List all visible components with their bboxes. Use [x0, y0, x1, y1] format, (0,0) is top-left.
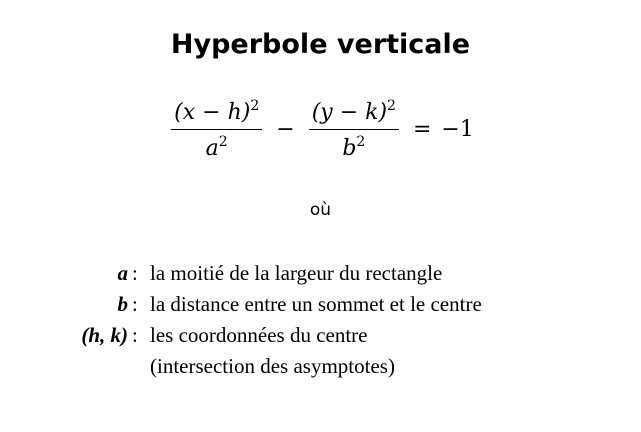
page-title: Hyperbole verticale	[170, 29, 471, 60]
definition-colon: :	[132, 323, 138, 347]
denominator-b	[342, 130, 365, 161]
numerator-x	[171, 98, 262, 130]
definitions-list	[0, 258, 641, 382]
denominator-a-text: a	[205, 136, 219, 161]
denominator-a	[206, 130, 228, 161]
denominator-b-exponent: 2	[356, 134, 366, 150]
hyperbola-equation	[0, 98, 641, 161]
numerator-y	[309, 98, 399, 130]
definition-colon: :	[132, 292, 138, 316]
definition-text: (intersection des asymptotes)	[150, 354, 395, 378]
minus-operator: −	[276, 117, 295, 142]
definition-row-hk	[0, 320, 641, 351]
numerator-x-exponent: 2	[250, 98, 260, 114]
definition-row-a	[0, 258, 641, 289]
connector-text: où	[309, 200, 332, 220]
numerator-x-text: (x − h)	[174, 100, 251, 125]
definition-symbol: b	[117, 292, 128, 316]
denominator-b-text: b	[342, 136, 357, 161]
definition-row-continuation	[0, 351, 641, 382]
definition-row-b	[0, 289, 641, 320]
denominator-a-exponent: 2	[218, 134, 228, 150]
definition-symbol: (h, k)	[81, 323, 128, 347]
definition-colon: :	[132, 261, 138, 285]
definition-text: la distance entre un sommet et le centre	[150, 292, 482, 316]
definition-text: les coordonnées du centre	[150, 323, 368, 347]
numerator-y-text: (y − k)	[311, 100, 388, 125]
fraction-y-term	[309, 98, 399, 161]
numerator-y-exponent: 2	[387, 98, 396, 114]
fraction-x-term	[171, 98, 262, 161]
definition-text: la moitié de la largeur du rectangle	[150, 261, 443, 285]
equals-sign: =	[412, 117, 432, 142]
definition-symbol: a	[117, 261, 128, 285]
right-hand-side: −1	[441, 117, 474, 142]
